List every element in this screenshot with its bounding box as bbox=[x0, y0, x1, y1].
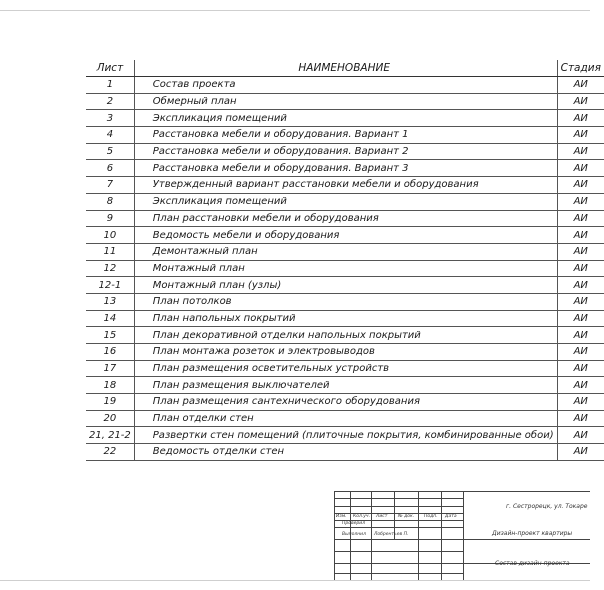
table-row bbox=[86, 344, 604, 361]
sheet-name-cell: План монтажа розеток и электровыводов bbox=[134, 344, 557, 361]
table-row bbox=[86, 160, 604, 177]
header-sheet: Лист bbox=[86, 60, 134, 77]
sheet-number-cell: 2 bbox=[86, 93, 134, 110]
table-row bbox=[86, 210, 604, 227]
sheet-name-cell: Расстановка мебели и оборудования. Вариант 3 bbox=[134, 160, 557, 177]
sheet-name-cell: Расстановка мебели и оборудования. Вариант 1 bbox=[134, 127, 557, 144]
sheet-stage-cell: АИ bbox=[557, 177, 604, 194]
table-row bbox=[86, 377, 604, 394]
sheet-stage-cell: АИ bbox=[557, 260, 604, 277]
sheet-name-cell: План размещения выключателей bbox=[134, 377, 557, 394]
sheet-name-cell: Состав проекта bbox=[134, 77, 557, 94]
sheet-name-cell: План отделки стен bbox=[134, 410, 557, 427]
table-row bbox=[86, 143, 604, 160]
sheet-name-cell: Ведомость отделки стен bbox=[134, 444, 557, 461]
sheet-stage-cell: АИ bbox=[557, 327, 604, 344]
sheet-number-cell: 13 bbox=[86, 293, 134, 310]
sheet-name-cell: Демонтажный план bbox=[134, 243, 557, 260]
stamp-checked-label: Проверил bbox=[342, 521, 366, 526]
sheet-name-cell: План размещения осветительных устройств bbox=[134, 360, 557, 377]
stamp-line bbox=[418, 491, 419, 580]
stamp-col-sign: Подп. bbox=[424, 514, 438, 519]
sheet-stage-cell: АИ bbox=[557, 293, 604, 310]
sheet-name-cell: Расстановка мебели и оборудования. Вариант 2 bbox=[134, 143, 557, 160]
sheet-name-cell: План напольных покрытий bbox=[134, 310, 557, 327]
table-row bbox=[86, 110, 604, 127]
sheet-name-cell: План размещения сантехнического оборудования bbox=[134, 394, 557, 411]
sheet-stage-cell: АИ bbox=[557, 377, 604, 394]
table-header-row bbox=[86, 60, 604, 77]
sheet-stage-cell: АИ bbox=[557, 77, 604, 94]
table-row bbox=[86, 427, 604, 444]
table-row bbox=[86, 193, 604, 210]
sheet-name-cell: Утвержденный вариант расстановки мебели и оборудования bbox=[134, 177, 557, 194]
stamp-line bbox=[334, 551, 463, 552]
stamp-line bbox=[371, 491, 372, 580]
sheet-number-cell: 11 bbox=[86, 243, 134, 260]
stamp-line bbox=[334, 491, 335, 580]
sheet-number-cell: 8 bbox=[86, 193, 134, 210]
sheet-stage-cell: АИ bbox=[557, 93, 604, 110]
table-row bbox=[86, 394, 604, 411]
sheet-stage-cell: АИ bbox=[557, 210, 604, 227]
table-row bbox=[86, 293, 604, 310]
sheet-number-cell: 9 bbox=[86, 210, 134, 227]
sheet-name-cell: Развертки стен помещений (плиточные покрытия, комбинированные обои) bbox=[134, 427, 557, 444]
table-row bbox=[86, 444, 604, 461]
sheet-name-cell: Монтажный план (узлы) bbox=[134, 277, 557, 294]
bottom-border-line bbox=[0, 580, 590, 581]
sheet-stage-cell: АИ bbox=[557, 160, 604, 177]
sheet-stage-cell: АИ bbox=[557, 360, 604, 377]
sheet-stage-cell: АИ bbox=[557, 277, 604, 294]
stamp-done-name: Лобрентьев П. bbox=[374, 532, 409, 537]
table-row bbox=[86, 360, 604, 377]
top-border-line bbox=[0, 10, 590, 11]
sheet-stage-cell: АИ bbox=[557, 110, 604, 127]
stamp-line bbox=[334, 506, 463, 507]
sheet-number-cell: 17 bbox=[86, 360, 134, 377]
stamp-line bbox=[334, 573, 463, 574]
table-row bbox=[86, 93, 604, 110]
stamp-sheet-title: Состав дизайн-проекта bbox=[495, 560, 570, 567]
sheet-name-cell: Экспликация помещений bbox=[134, 193, 557, 210]
sheet-number-cell: 3 bbox=[86, 110, 134, 127]
sheet-stage-cell: АИ bbox=[557, 127, 604, 144]
sheet-name-cell: Обмерный план bbox=[134, 93, 557, 110]
title-block-stamp bbox=[334, 491, 590, 580]
table-row bbox=[86, 410, 604, 427]
stamp-address: г. Сестрорецк, ул. Токаре bbox=[506, 503, 588, 510]
table-row bbox=[86, 127, 604, 144]
table-row bbox=[86, 243, 604, 260]
stamp-line bbox=[334, 498, 463, 499]
stamp-done-label: Выполнил bbox=[342, 532, 366, 537]
sheet-number-cell: 4 bbox=[86, 127, 134, 144]
sheet-number-cell: 6 bbox=[86, 160, 134, 177]
sheet-name-cell: План декоративной отделки напольных покрытий bbox=[134, 327, 557, 344]
sheet-number-cell: 10 bbox=[86, 227, 134, 244]
stamp-project-title: Дизайн-проект квартиры bbox=[492, 530, 573, 537]
sheet-stage-cell: АИ bbox=[557, 427, 604, 444]
sheet-name-cell: Монтажный план bbox=[134, 260, 557, 277]
header-stage: Стадия bbox=[557, 60, 604, 77]
table-row bbox=[86, 327, 604, 344]
table-row bbox=[86, 177, 604, 194]
stamp-col-date: Дата bbox=[445, 514, 457, 519]
sheet-stage-cell: АИ bbox=[557, 193, 604, 210]
sheet-stage-cell: АИ bbox=[557, 143, 604, 160]
sheet-name-cell: План потолков bbox=[134, 293, 557, 310]
table-row bbox=[86, 310, 604, 327]
sheet-list-table bbox=[86, 60, 604, 461]
sheet-number-cell: 7 bbox=[86, 177, 134, 194]
sheet-name-cell: Экспликация помещений bbox=[134, 110, 557, 127]
sheet-stage-cell: АИ bbox=[557, 310, 604, 327]
stamp-col-list: Лист bbox=[376, 514, 388, 519]
stamp-line bbox=[441, 491, 442, 580]
sheet-number-cell: 16 bbox=[86, 344, 134, 361]
table-row bbox=[86, 77, 604, 94]
header-name: НАИМЕНОВАНИЕ bbox=[134, 60, 557, 77]
sheet-number-cell: 19 bbox=[86, 394, 134, 411]
sheet-number-cell: 14 bbox=[86, 310, 134, 327]
sheet-stage-cell: АИ bbox=[557, 227, 604, 244]
stamp-line bbox=[463, 491, 464, 580]
stamp-line bbox=[334, 491, 590, 492]
sheet-stage-cell: АИ bbox=[557, 410, 604, 427]
stamp-col-kol: Кол.уч. bbox=[353, 514, 371, 519]
table-row bbox=[86, 277, 604, 294]
sheet-stage-cell: АИ bbox=[557, 444, 604, 461]
stamp-col-doc: № док. bbox=[398, 514, 415, 519]
sheet-stage-cell: АИ bbox=[557, 344, 604, 361]
stamp-line bbox=[334, 539, 590, 540]
sheet-stage-cell: АИ bbox=[557, 243, 604, 260]
table-row bbox=[86, 227, 604, 244]
sheet-number-cell: 15 bbox=[86, 327, 134, 344]
sheet-number-cell: 21, 21-2 bbox=[86, 427, 134, 444]
sheet-number-cell: 18 bbox=[86, 377, 134, 394]
table-row bbox=[86, 260, 604, 277]
stamp-col-izm: Изм. bbox=[336, 514, 347, 519]
sheet-number-cell: 1 bbox=[86, 77, 134, 94]
sheet-number-cell: 5 bbox=[86, 143, 134, 160]
sheet-number-cell: 20 bbox=[86, 410, 134, 427]
sheet-number-cell: 12-1 bbox=[86, 277, 134, 294]
sheet-number-cell: 12 bbox=[86, 260, 134, 277]
sheet-name-cell: План расстановки мебели и оборудования bbox=[134, 210, 557, 227]
stamp-line bbox=[334, 527, 463, 528]
sheet-number-cell: 22 bbox=[86, 444, 134, 461]
sheet-name-cell: Ведомость мебели и оборудования bbox=[134, 227, 557, 244]
sheet-stage-cell: АИ bbox=[557, 394, 604, 411]
